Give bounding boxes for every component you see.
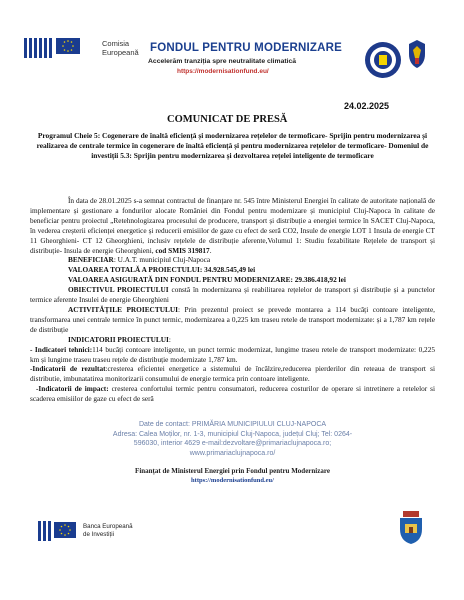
indicators-title: INDICATORII PROIECTULUI:: [68, 334, 171, 344]
ec-building-icon: [22, 36, 56, 60]
page-title: COMUNICAT DE PRESĂ: [167, 114, 288, 125]
university-seal-icon: [363, 40, 403, 80]
eib-label: Banca Europeană de Investiții: [83, 523, 133, 538]
result-indicators: -Indicatorii de rezultat:cresterea eficientei energetice a sistemului de încălzire,reducerea pierderilor din reteaua de transport si distributie, imbunatatirea monitorizarii consumului de energie termica prin contoare inteligente.: [30, 364, 435, 384]
eib-logo: [38, 518, 138, 546]
eib-flag-icon: [38, 518, 78, 544]
contact-address: Adresa: Calea Moților, nr. 1-3, municipiul Cluj-Napoca, județul Cluj; Tel: 0264-: [112, 430, 353, 438]
european-commission-logo: [22, 36, 139, 76]
eu-flag-icon: [56, 38, 80, 54]
fund-title: FONDUL PENTRU MODERNIZARE: [150, 42, 342, 54]
press-release-body: [30, 196, 435, 404]
fund-value-line: VALOAREA ASIGURATĂ DIN FONDUL PENTRU MODERNIZARE: 29.386.418,92 lei: [68, 275, 346, 285]
page-header: [0, 0, 464, 100]
financing-note: Finanțat de Ministerul Energiei prin Fondul pentru Modernizare: [135, 467, 330, 475]
release-date: 24.02.2025: [344, 101, 390, 111]
activities-paragraph: ACTIVITĂȚILE PROIECTULUI: Prin prezentul proiect se prevede montarea a 114 bucăți contoare inteligente, transformarea unei centrale termice în punct termic, modernizarea a 0,225 km traseu retele de transport modernizate: și a 1,787 km rețele de distribuție: [30, 304, 436, 334]
technical-indicators: - Indicatori tehnici:114 bucăți contoare inteligente, un punct termic modernizat, lungime traseu retele de transport modernizate: 0,225 km și lungime traseu traseu rețele de distribuție modernizate 1,787 km.: [30, 344, 435, 364]
impact-indicators: -Indicatorii de impact: cresterea confortului termic pentru consumatori, reducerea costurilor de operare si intretinere a retelelor si scaderea emisiilor de gaze cu efect de seră: [30, 384, 435, 404]
beneficiar-line: BENEFICIAR: U.A.T. municipiul Cluj-Napoca: [68, 255, 211, 265]
intro-paragraph: În data de 28.01.2025 s-a semnat contractul de finanțare nr. 545 între Ministerul Energiei în calitate de autoritate națională de implementare și gestionare a fondurilor alocate României din Fondul pentru modernizare și municipiul Cluj-Napoca în calitate de beneficiar pentru proiectul „Retehnologizarea procesului de producere, transport și distribuție a energiei termice în SACET Cluj-Napoca, în vederea creșterii eficienței energetice și reducerii emisiilor de gaze cu efect de seră CO2, Insule de energie LOT 1 Insula de energie CT 11 Gheorghieni- CT 12 Gheorghieni, inclusiv rețelele de distribuție aferente,Volumul 1: Studiu fezabilitate Rețelele de transport și distribuție- Insula de energie Gheorghieni, cod SMIS 319817.: [30, 196, 435, 255]
fund-url-link[interactable]: https://modernisationfund.eu/: [177, 68, 269, 75]
contact-email[interactable]: 596030, interior 4629 e-mail:dezvoltare@primariaclujnapoca.ro;: [133, 440, 332, 448]
program-title: Programul Cheie 5: Cogenerare de înaltă eficiență și modernizarea rețelelor de termoficare- Sprijin pentru modernizarea și realizarea de centrale termice în cogenerare de înaltă eficiență și pentru modernizarea rețelelor de termoficare- Domeniul de investiții 5.3: Sprijin pentru modernizarea și dezvoltarea rețelei inteligente de termoficare: [36, 131, 429, 160]
contact-block: [40, 420, 425, 458]
contact-website[interactable]: www.primariaclujnapoca.ro/: [189, 449, 276, 457]
fund-subtitle: Accelerăm tranziția spre neutralitate climatică: [148, 58, 297, 65]
objective-paragraph: OBIECTIVUL PROIECTULUI constă în modernizarea și reabilitarea rețelelor de transport și distribuție și a punctelor termice aferente Insulei de energie Gheorghieni: [30, 285, 435, 305]
contact-title: Date de contact: PRIMĂRIA MUNICIPIULUI CLUJ-NAPOCA: [138, 421, 327, 428]
cluj-napoca-crest-icon: [397, 511, 425, 545]
romania-coat-of-arms-icon: [405, 38, 429, 70]
footer-url-link[interactable]: https://modernisationfund.eu/: [191, 477, 274, 484]
total-value-line: VALOAREA TOTALĂ A PROIECTULUI: 34.928.545,49 lei: [68, 265, 256, 275]
eu-commission-label: Comisia Europeană: [102, 39, 139, 57]
